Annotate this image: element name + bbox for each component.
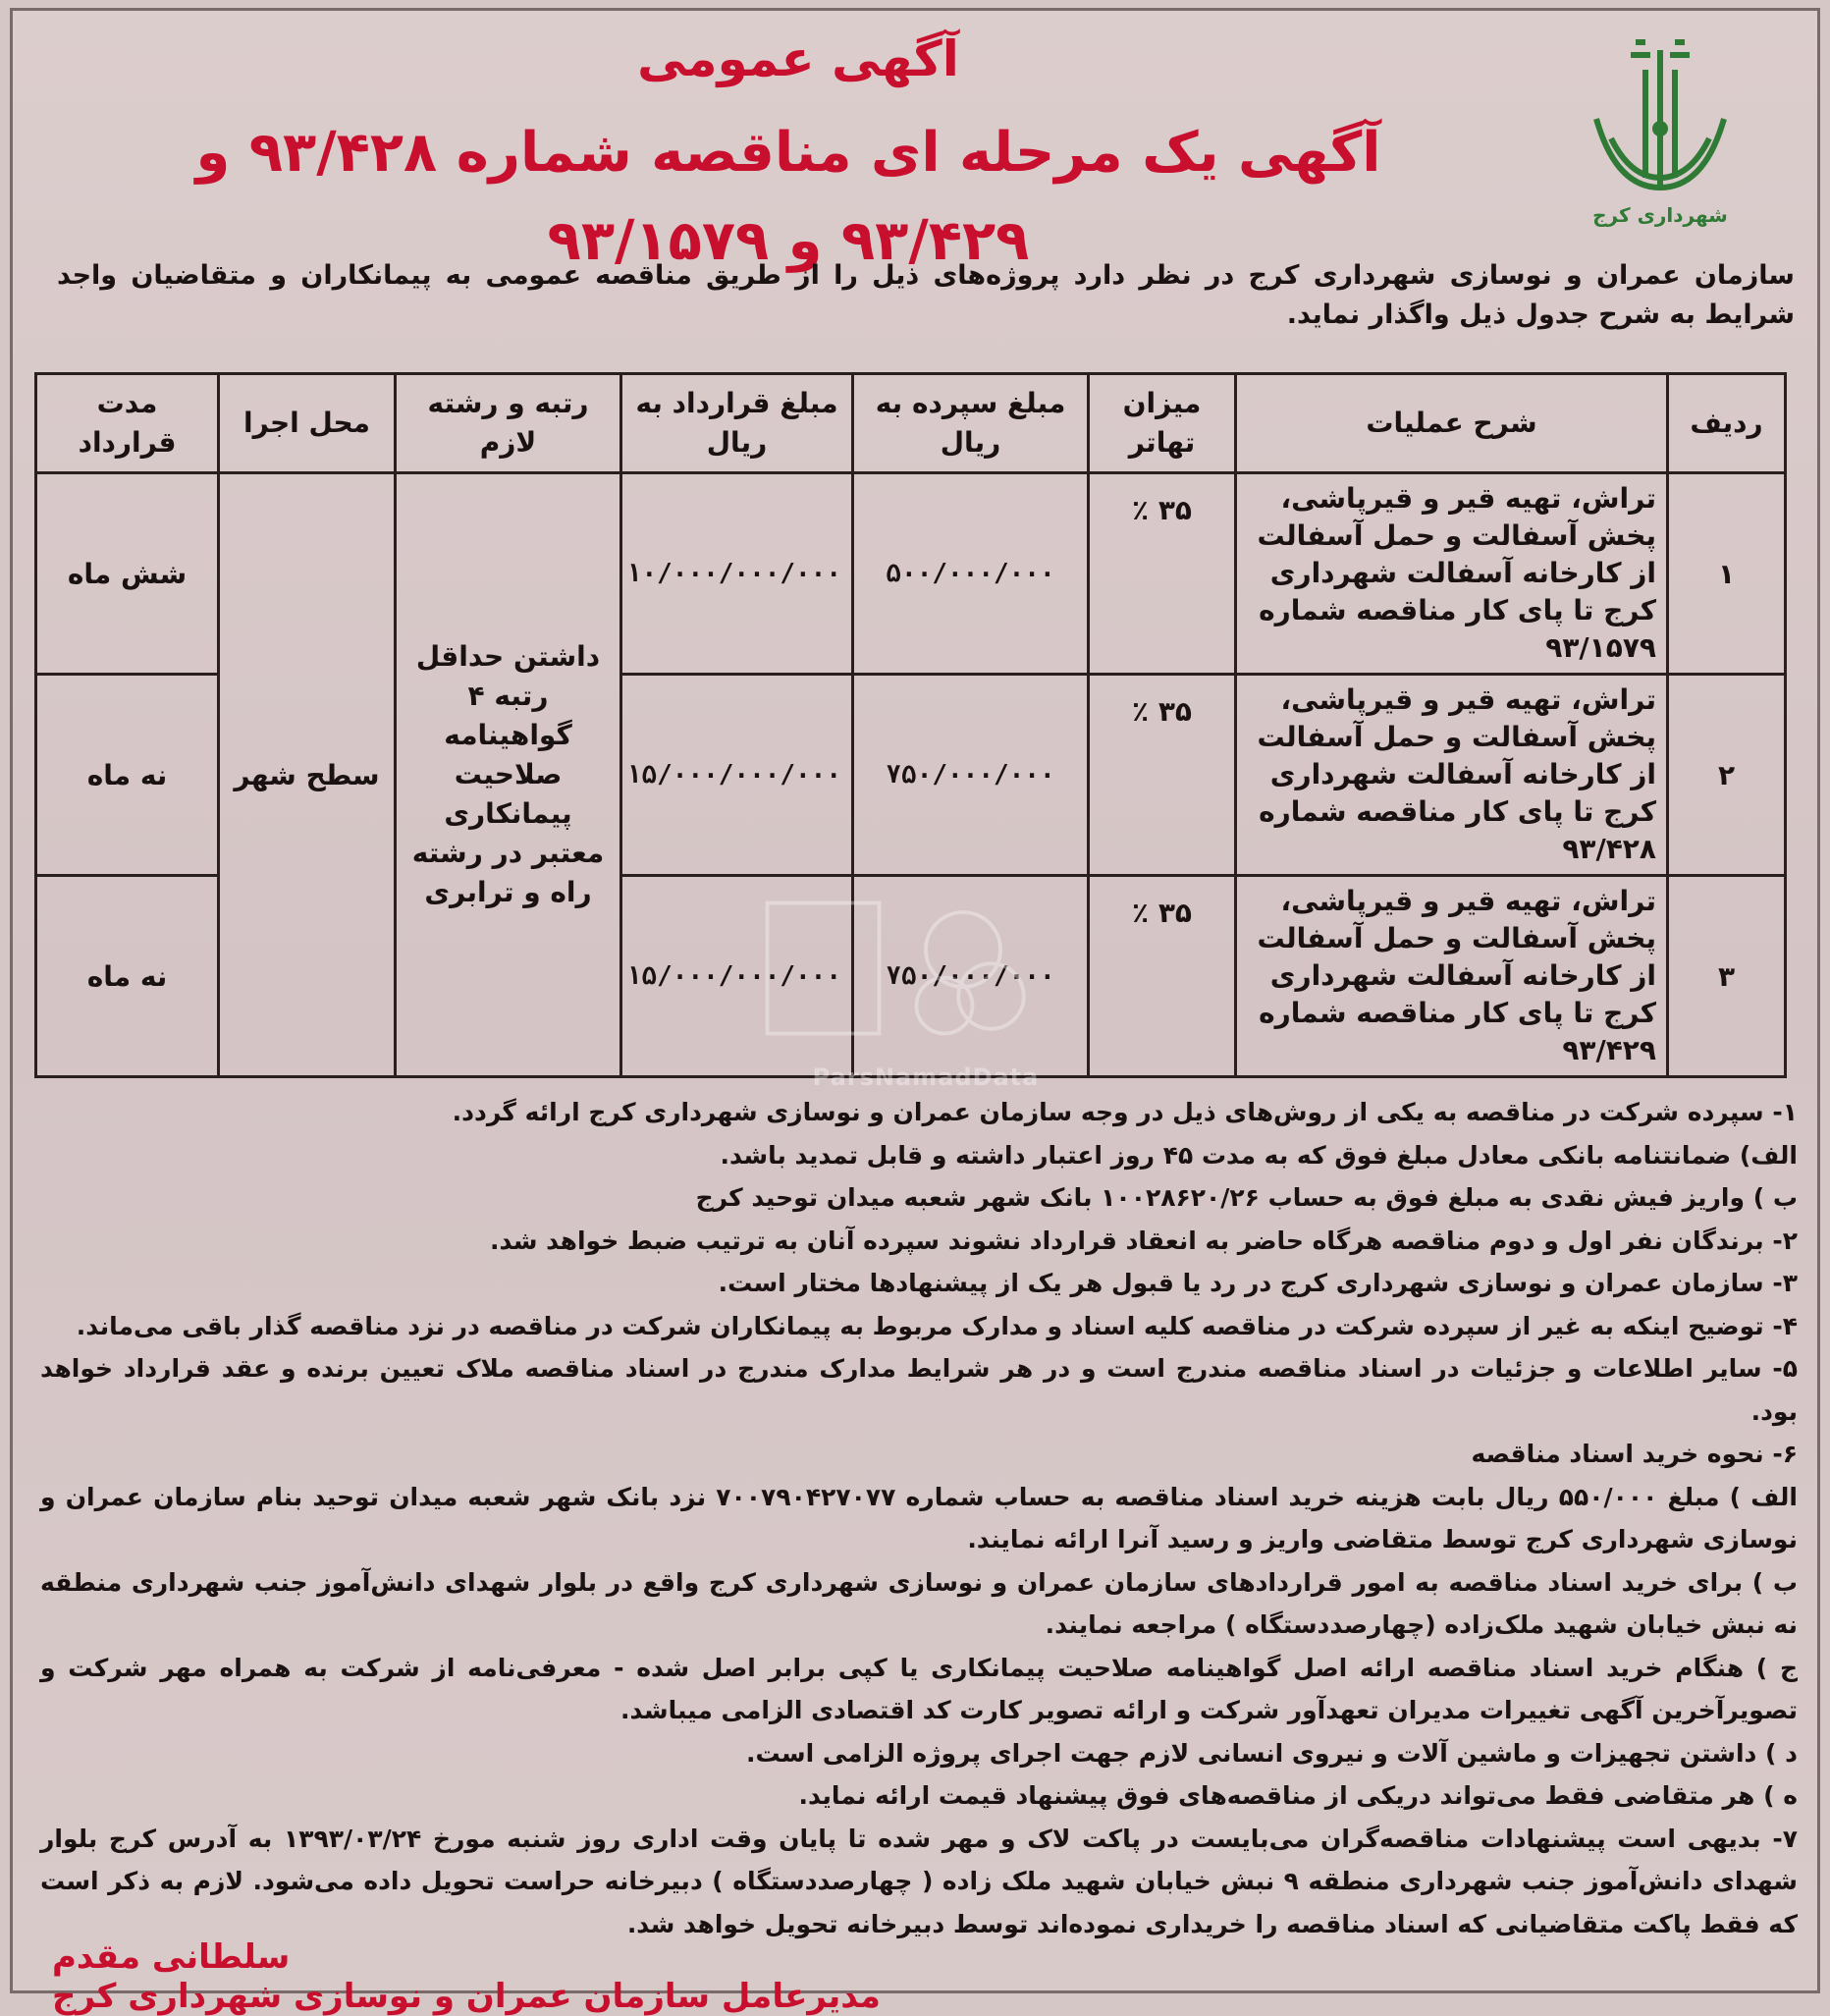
intro-paragraph: سازمان عمران و نوسازی شهرداری کرج در نظر دارد پروژه‌های ذیل را از طریق مناقصه عمومی به پیمانکاران و متقاضیان واجد شرایط به شرح جدول ذیل واگذار نماید. bbox=[57, 260, 1795, 330]
header-contract-amount: مبلغ قرارداد به ریال bbox=[621, 374, 853, 473]
deposit-amount: ۵۰۰/۰۰۰/۰۰۰ bbox=[853, 473, 1089, 675]
table-header-row bbox=[36, 374, 1786, 473]
note-item: ب ) واریز فیش نقدی به مبلغ فوق به حساب ۱۰۰۲۸۶۲۰/۲۶ بانک شهر شعبه میدان توحید کرج bbox=[695, 1183, 1798, 1212]
row-number: ۳ bbox=[1668, 876, 1786, 1077]
execution-location: سطح شهر bbox=[219, 473, 396, 1077]
note-item: ۵- سایر اطلاعات و جزئیات در اسناد مناقصه مندرج است و در هر شرایط مدارک مندرج در اسناد مناقصه ملاک تعیین برنده و عقد قرارداد خواهد بود. bbox=[40, 1354, 1798, 1426]
header-operations: شرح عملیات bbox=[1236, 374, 1668, 473]
signatory-name: سلطانی مقدم bbox=[52, 1937, 291, 1977]
logo-caption: شهرداری کرج bbox=[1592, 203, 1728, 227]
discount-rate: ۳۵ ٪ bbox=[1089, 473, 1236, 675]
contract-duration: نه ماه bbox=[36, 675, 219, 876]
contract-amount: ۱۰/۰۰۰/۰۰۰/۰۰۰ bbox=[621, 473, 853, 675]
tender-subtitle: آگهی یک مرحله ای مناقصه شماره ۹۳/۴۲۸ و ۹۳/۴۲۹ و ۹۳/۱۵۷۹ bbox=[195, 121, 1381, 273]
deposit-amount: ۷۵۰/۰۰۰/۰۰۰ bbox=[853, 675, 1089, 876]
tender-table bbox=[34, 372, 1787, 1078]
contract-duration: نه ماه bbox=[36, 876, 219, 1077]
row-number: ۲ bbox=[1668, 675, 1786, 876]
note-item: ج ) هنگام خرید اسناد مناقصه ارائه اصل گواهینامه صلاحیت پیمانکاری یا کپی برابر اصل شده - معرفی‌نامه از شرکت به همراه مهر شرکت و تصویرآخرین آگهی تغییرات مدیران تعهدآور شرکت و ارائه تصویر کارت کد اقتصادی الزامی میباشد. bbox=[40, 1653, 1798, 1724]
header-location: محل اجرا bbox=[219, 374, 396, 473]
note-item: ب ) برای خرید اسناد مناقصه به امور قراردادهای سازمان عمران و نوسازی شهرداری کرج واقع در بلوار شهدای دانش‌آموز جنب شهرداری منطقه نه نبش خیابان شهید ملک‌زاده (چهارصددستگاه ) مراجعه نمایند. bbox=[40, 1567, 1798, 1639]
note-item: ۶- نحوه خرید اسناد مناقصه bbox=[1471, 1440, 1798, 1468]
signatory-title: مدیرعامل سازمان عمران و نوسازی شهرداری کرج bbox=[52, 1977, 881, 2016]
header-row-number: ردیف bbox=[1668, 374, 1786, 473]
header-grade: رتبه و رشته لازم bbox=[396, 374, 621, 473]
note-item: ۷- بدیهی است پیشنهادات مناقصه‌گران می‌بایست در پاکت لاک و مهر شده تا پایان وقت اداری روز شنبه مورخ ۱۳۹۳/۰۳/۲۴ به آدرس کرج بلوار شهدای دانش‌آموز جنب شهرداری منطقه ۹ نبش خیابان شهید ملک زاده ( چهارصددستگاه ) دبیرخانه حراست تحویل داده می‌شود. لازم به ذکر است که فقط پاکت متقاضیانی که اسناد مناقصه را خریداری نموده‌اند توسط دبیرخانه تحویل خواهد شد. bbox=[40, 1824, 1798, 1938]
header-deposit: مبلغ سپرده به ریال bbox=[853, 374, 1089, 473]
note-item: الف ) مبلغ ۵۵۰/۰۰۰ ریال بابت هزینه خرید اسناد مناقصه به حساب شماره ۷۰۰۷۹۰۴۲۷۰۷۷ نزد بانک شهر شعبه میدان توحید بنام سازمان عمران و نوسازی شهرداری کرج توسط متقاضی واریز و رسید آنرا ارائه نمایند. bbox=[40, 1482, 1798, 1553]
note-item: د ) داشتن تجهیزات و ماشین آلات و نیروی انسانی لازم جهت اجرای پروژه الزامی است. bbox=[746, 1738, 1798, 1768]
contract-amount: ۱۵/۰۰۰/۰۰۰/۰۰۰ bbox=[621, 675, 853, 876]
note-item: ۱- سپرده شرکت در مناقصه به یکی از روش‌های ذیل در وجه سازمان عمران و نوسازی شهرداری کرج ارائه گردد. bbox=[452, 1098, 1798, 1126]
notes-section bbox=[40, 1091, 1798, 1945]
contract-amount: ۱۵/۰۰۰/۰۰۰/۰۰۰ bbox=[621, 876, 853, 1077]
note-item: ه ) هر متقاضی فقط می‌تواند دریکی از مناقصه‌های فوق پیشنهاد قیمت ارائه نماید. bbox=[798, 1781, 1798, 1810]
note-item: الف) ضمانتنامه بانکی معادل مبلغ فوق که به مدت ۴۵ روز اعتبار داشته و قابل تمدید باشد. bbox=[720, 1140, 1798, 1170]
discount-rate: ۳۵ ٪ bbox=[1089, 675, 1236, 876]
header-duration: مدت قرارداد bbox=[36, 374, 219, 473]
row-number: ۱ bbox=[1668, 473, 1786, 675]
required-grade: داشتن حداقل رتبه ۴ گواهینامه صلاحیت پیمانکاری معتبر در رشته راه و ترابری bbox=[396, 473, 621, 1077]
operations-description: تراش، تهیه قیر و قیرپاشی، پخش آسفالت و حمل آسفالت از کارخانه آسفالت شهرداری کرج تا پای کار مناقصه شماره ۹۳/۴۲۹ bbox=[1236, 876, 1668, 1077]
karaj-municipality-logo-icon bbox=[1577, 30, 1744, 202]
advertisement-paper bbox=[10, 8, 1820, 2016]
table-row bbox=[36, 473, 1786, 675]
ad-title: آگهی عمومی bbox=[637, 30, 959, 87]
header-discount: میزان تهاتر bbox=[1089, 374, 1236, 473]
contract-duration: شش ماه bbox=[36, 473, 219, 675]
signature bbox=[52, 1937, 1034, 2016]
note-item: ۲- برندگان نفر اول و دوم مناقصه هرگاه حاضر به انعقاد قرارداد نشوند سپرده آنان به ترتیب ضبط خواهد شد. bbox=[489, 1226, 1798, 1255]
discount-rate: ۳۵ ٪ bbox=[1089, 876, 1236, 1077]
municipality-logo bbox=[1577, 30, 1744, 227]
watermark-text: ParsNamadData bbox=[812, 1063, 1040, 1091]
note-item: ۴- توضیح اینکه به غیر از سپرده شرکت در مناقصه کلیه اسناد و مدارک مربوط به پیمانکاران شرکت در مناقصه در نزد مناقصه گذار باقی می‌ماند. bbox=[76, 1311, 1798, 1340]
deposit-amount: ۷۵۰/۰۰۰/۰۰۰ bbox=[853, 876, 1089, 1077]
operations-description: تراش، تهیه قیر و قیرپاشی، پخش آسفالت و حمل آسفالت از کارخانه آسفالت شهرداری کرج تا پای کار مناقصه شماره ۹۳/۴۲۸ bbox=[1236, 675, 1668, 876]
note-item: ۳- سازمان عمران و نوسازی شهرداری کرج در رد یا قبول هر یک از پیشنهادها مختار است. bbox=[718, 1269, 1798, 1297]
operations-description: تراش، تهیه قیر و قیرپاشی، پخش آسفالت و حمل آسفالت از کارخانه آسفالت شهرداری کرج تا پای کار مناقصه شماره ۹۳/۱۵۷۹ bbox=[1236, 473, 1668, 675]
